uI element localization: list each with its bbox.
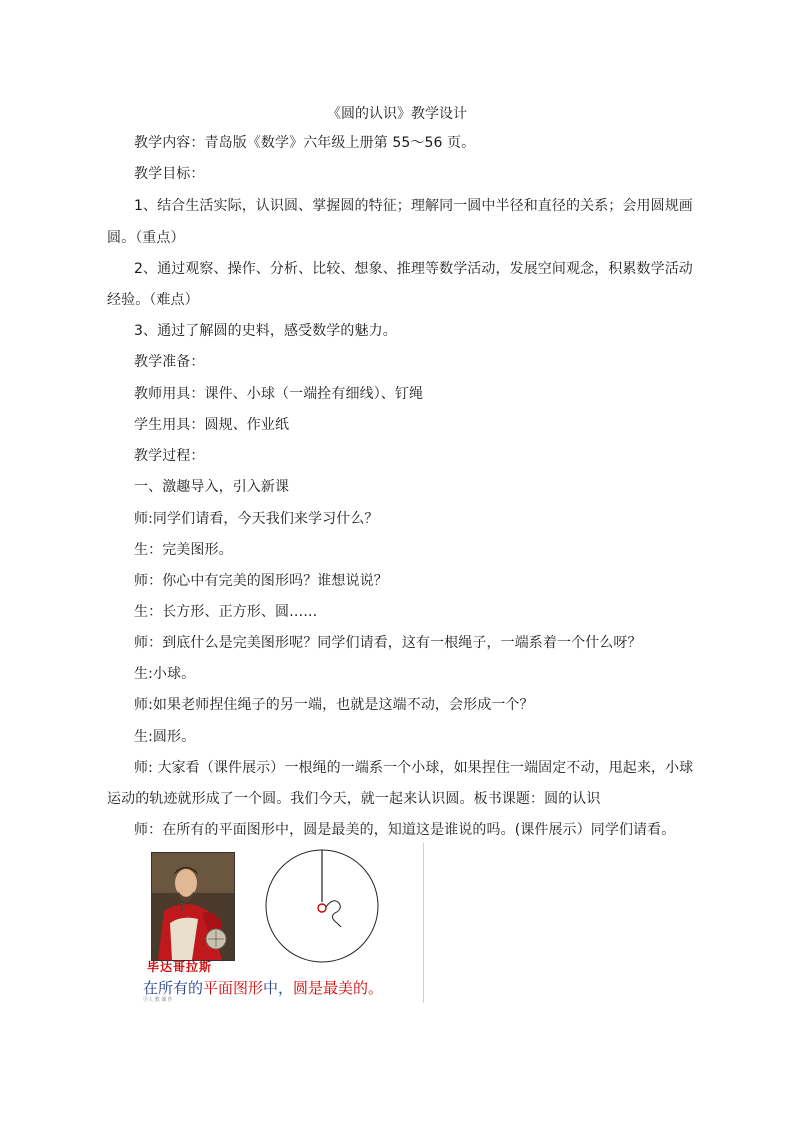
quote-highlight: 平面图形 xyxy=(203,979,264,997)
quote-part: 中， xyxy=(263,979,294,997)
slide-divider xyxy=(423,843,424,1003)
text-line: 经验。（难点） xyxy=(107,292,199,308)
text-line: 教学过程： xyxy=(134,448,205,464)
quote-part: 在所有的 xyxy=(143,979,204,997)
text-line: 师: 大家看（课件展示）一根绳的一端系一个小球，如果捏住一端固定不动，甩起来，小球 xyxy=(134,760,694,776)
portrait-caption: 毕达哥拉斯 xyxy=(147,960,213,974)
text-line: 生：长方形、正方形、圆…… xyxy=(134,604,318,620)
text-line: 运动的轨迹就形成了一个圆。我们今天，就一起来认识圆。板书课题：圆的认识 xyxy=(107,791,601,807)
text-line: 生:小球。 xyxy=(134,666,196,682)
text-line: 生:圆形。 xyxy=(134,729,196,745)
text-line: 学生用具：圆规、作业纸 xyxy=(134,417,290,433)
slide-quote xyxy=(143,977,383,998)
text-line: 1、结合生活实际，认识圆、掌握圆的特征；理解同一圆中半径和直径的关系；会用圆规画 xyxy=(134,198,693,214)
text-line: 圆。（重点） xyxy=(107,230,185,246)
text-line: 生：完美图形。 xyxy=(134,542,233,558)
text-line: 教学准备： xyxy=(134,354,205,370)
text-line: 师：到底什么是完美图形呢？同学们请看，这有一根绳子，一端系着一个什么呀？ xyxy=(134,635,642,651)
text-line: 教学内容：青岛版《数学》六年级上册第 55～56 页。 xyxy=(134,135,476,151)
text-line: 一、激趣导入，引入新课 xyxy=(134,479,290,495)
text-line: 师:同学们请看，今天我们来学习什么？ xyxy=(134,511,379,527)
document-title: 《圆的认识》教学设计 xyxy=(327,106,467,122)
text-line: 师:如果老师捏住绳子的另一端，也就是这端不动，会形成一个？ xyxy=(134,697,534,713)
text-line: 师：在所有的平面图形中，圆是最美的，知道这是谁说的吗。(课件展示）同学们请看。 xyxy=(134,822,676,838)
text-line: 教师用具：课件、小球（一端拴有细线）、钉绳 xyxy=(134,386,424,402)
circle-diagram xyxy=(263,847,383,967)
text-line: 教学目标： xyxy=(134,166,205,182)
pythagoras-portrait xyxy=(151,852,235,961)
text-line: 师：你心中有完美的图形吗？谁想说说？ xyxy=(134,573,388,589)
portrait-figure-icon xyxy=(152,853,234,960)
quote-highlight: 圆是最美的。 xyxy=(293,979,384,997)
text-line: 2、通过观察、操作、分析、比较、想象、推理等数学活动，发展空间观念，积累数学活动 xyxy=(134,261,693,277)
text-line: 3、通过了解圆的史料，感受数学的魅力。 xyxy=(134,323,397,339)
courseware-slide-image xyxy=(139,843,424,1003)
slide-watermark: Ⓟ人 教 课 件 xyxy=(143,997,173,1003)
